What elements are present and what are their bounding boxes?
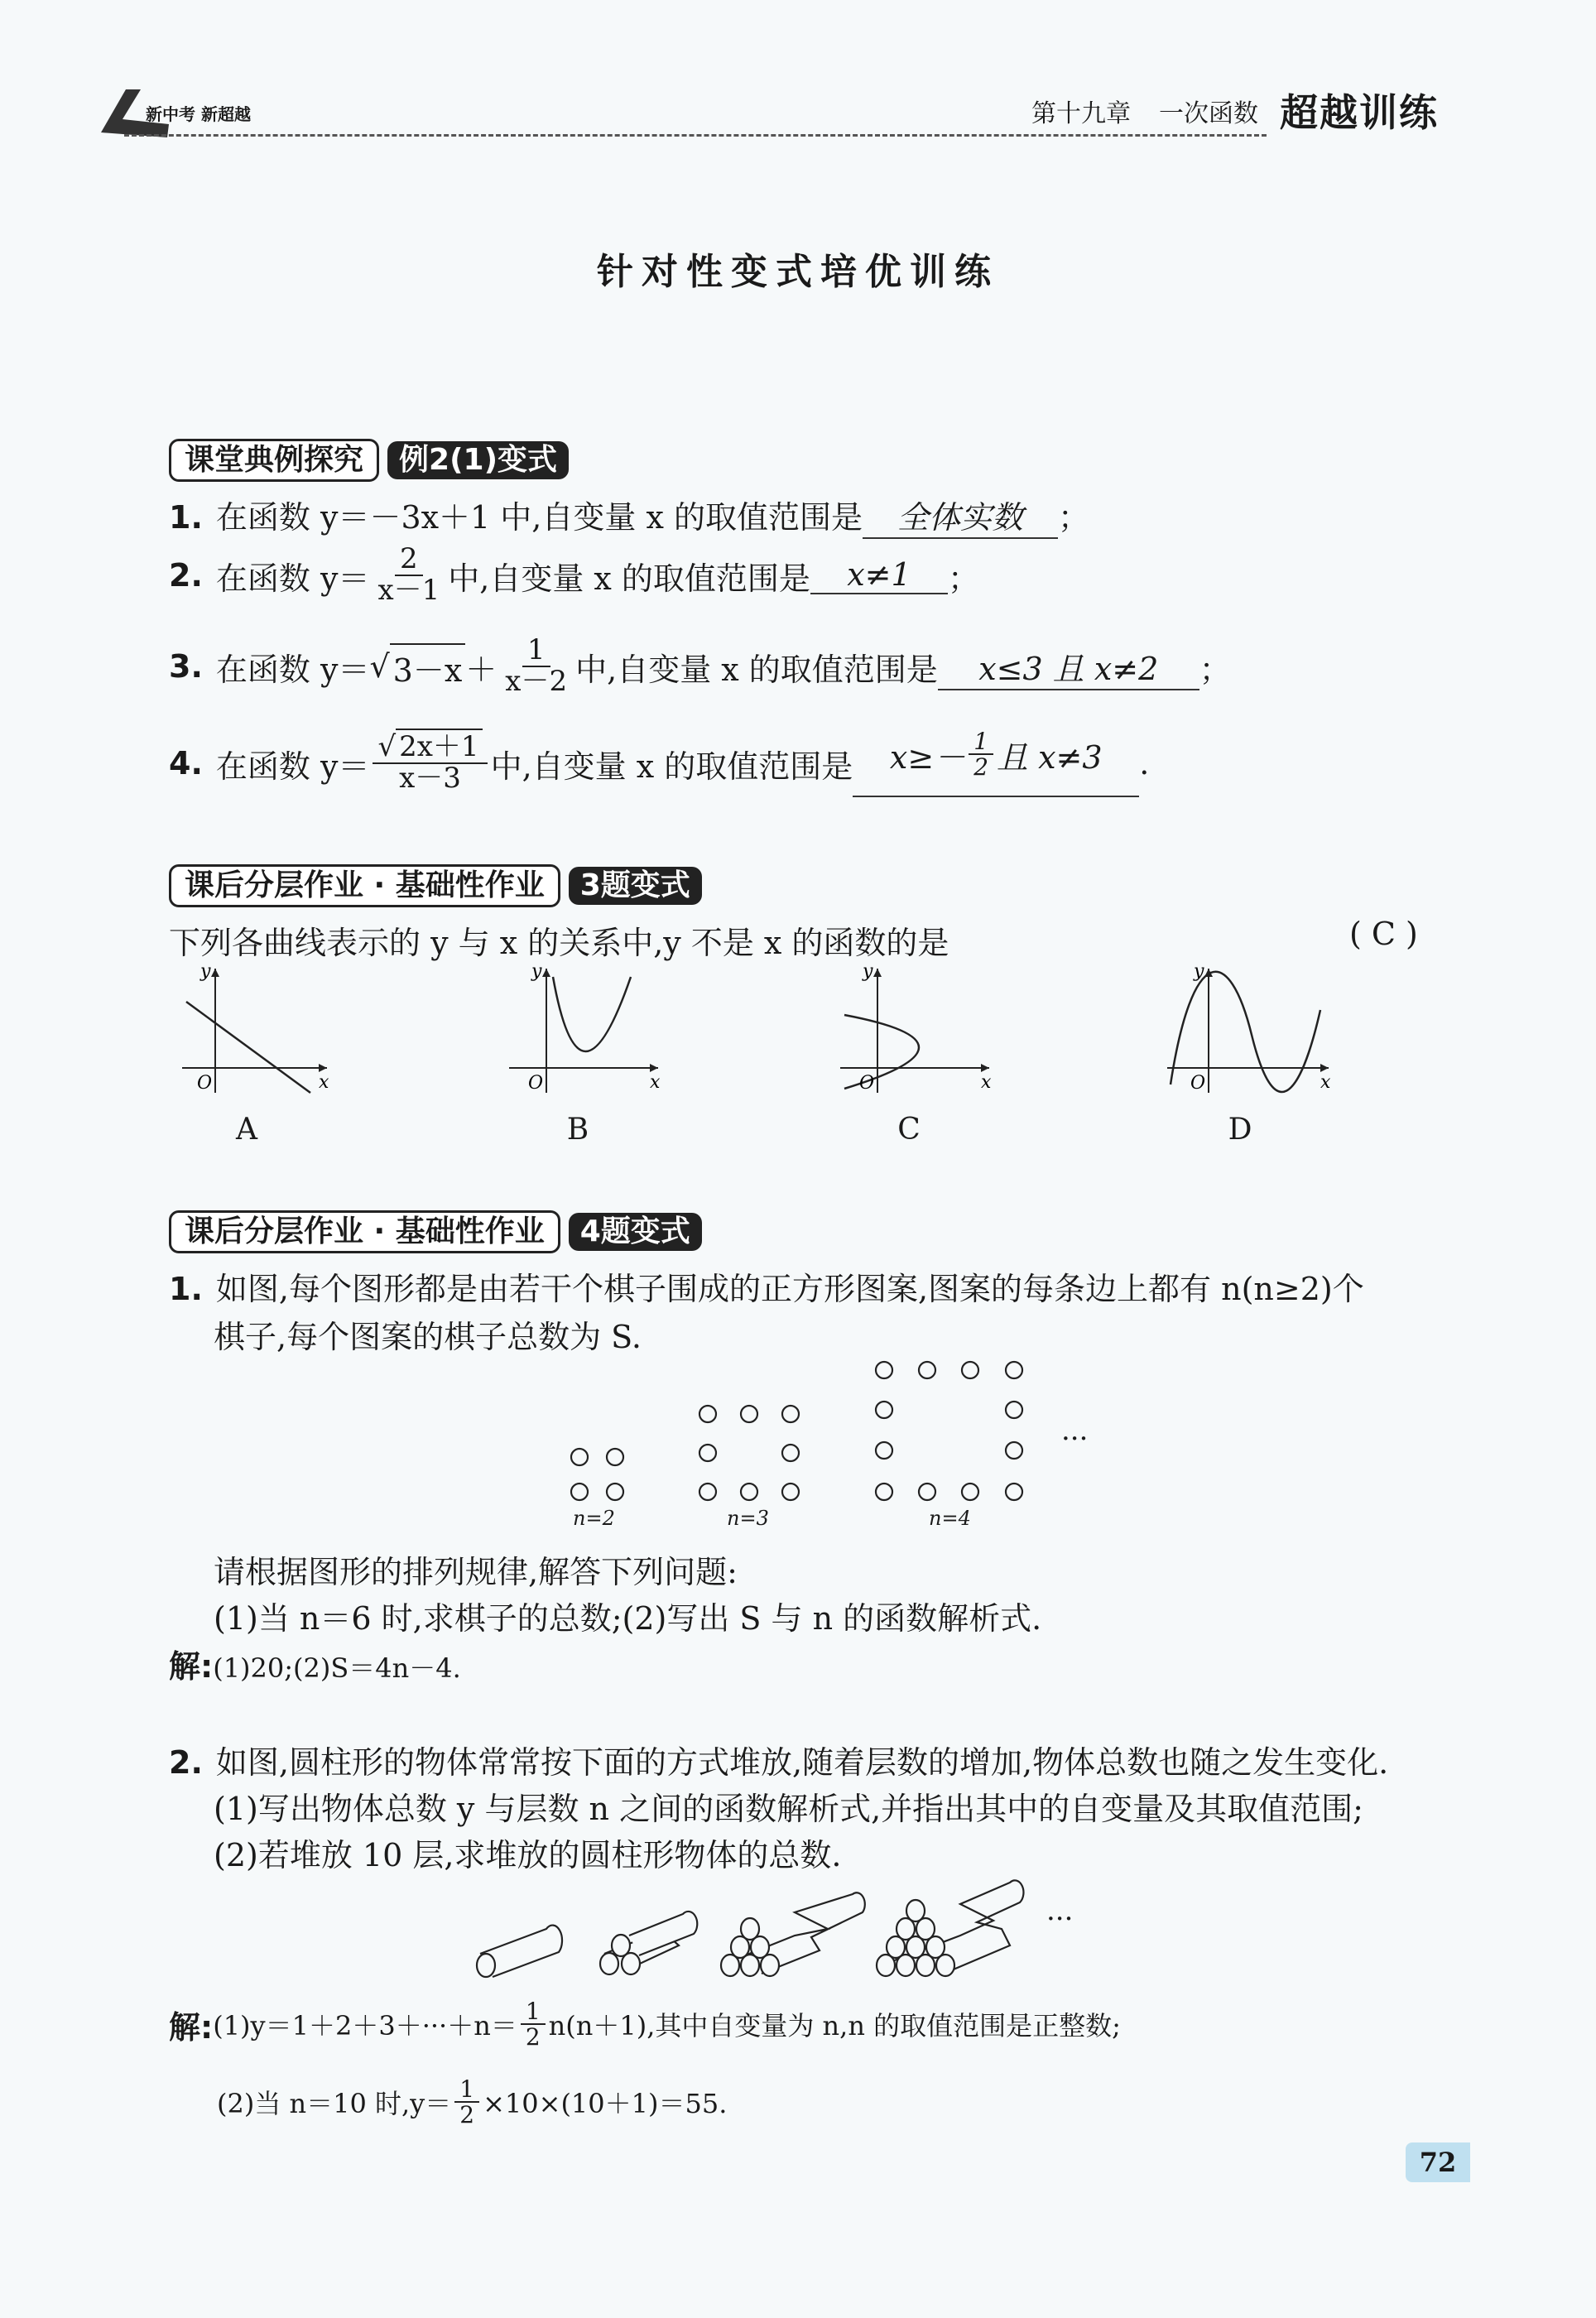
s1-question-4: 4. 在函数 y＝ $\frac{√ 2x+1}{x-3}$ 中,自变量 x 的取值范围是 x≥－ $\frac{1}{2}$ 且 x≠3 . [169,722,1149,805]
graph-a [166,960,339,1101]
answer-blank: x≤3 且 x≠2 [938,643,1199,690]
svg-text:x: x [1320,1072,1331,1093]
s3-q2-line2: (1)写出物体总数 y 与层数 n 之间的函数解析式,并指出其中的自变量及其取值范围; [214,1791,1363,1827]
fraction: $\frac{2}{x-1}$ [377,542,440,607]
fraction: $\frac{√ 2x+1}{x-3}$ [373,733,487,793]
graph-d-label: D [1228,1113,1252,1147]
svg-text:y: y [200,961,211,982]
svg-text:O: O [197,1073,213,1094]
chapter-title: 一次函数 [1159,99,1258,128]
figure-label-n3: n=3 [727,1507,769,1530]
section-2-header [169,864,702,907]
answer-blank: x≠1 [810,556,948,594]
s3-q2-line1: 2. 如图,圆柱形的物体常常按下面的方式堆放,随着层数的增加,物体总数也随之发生变化. [169,1744,1389,1781]
graph-b [497,960,671,1101]
section-3-label: 课后分层作业 · 基础性作业 [169,1210,560,1253]
cylinder-ellipsis: ··· [1046,1902,1074,1936]
s3-q2-solution-2: (2)当 n＝10 时,y＝ $\frac{1}{2}$ ×10×(10＋1)＝55. [217,2075,728,2128]
section-1-tag: 例2(1)变式 [387,441,569,479]
section-3-tag: 4题变式 [569,1213,702,1251]
section-2-tag: 3题变式 [569,867,702,905]
fraction: $\frac{1}{x-2}$ [505,633,568,698]
s2-question: 下列各曲线表示的 y 与 x 的关系中,y 不是 x 的函数的是 [169,925,949,961]
s1-question-2: 2. 在函数 y＝ $\frac{2}{x-1}$ 中,自变量 x 的取值范围是 x≠1 ； [169,542,979,607]
section-1-label: 课堂典例探究 [169,439,379,482]
figure-label-n4: n=4 [929,1507,971,1530]
graph-d [1159,960,1341,1101]
s3-q1-line3: 请根据图形的排列规律,解答下列问题: [214,1554,738,1590]
header-divider [124,134,1267,137]
page-number: 72 [1406,2142,1470,2182]
graph-c [828,960,1002,1101]
graph-a-label: A [236,1113,257,1147]
s3-q2-solution-1: 解: (1)y＝1＋2＋3＋···＋n＝ $\frac{1}{2}$ n(n＋1),其中自变量为 n,n 的取值范围是正整数; [169,1997,1121,2051]
svg-text:O: O [859,1073,875,1094]
figure-label-n2: n=2 [573,1507,615,1530]
svg-text:y: y [1194,961,1204,982]
s3-q2-line3: (2)若堆放 10 层,求堆放的圆柱形物体的总数. [214,1837,842,1873]
chapter-number: 第十九章 [1031,99,1131,128]
svg-text:x: x [319,1072,329,1093]
page-title: 针对性变式培优训练 [597,251,999,293]
logo-text: 新中考 新超越 [146,104,251,124]
sqrt-sign: √ [369,648,390,685]
section-2-label: 课后分层作业 · 基础性作业 [169,864,560,907]
svg-text:x: x [981,1072,992,1093]
svg-text:O: O [1190,1073,1206,1094]
graph-b-label: B [566,1113,589,1147]
graph-c-label: C [897,1113,921,1147]
svg-text:O: O [528,1073,544,1094]
figure-ellipsis: ··· [1061,1422,1089,1455]
chess-pieces-figure [563,1349,1109,1515]
s1-question-3: 3. 在函数 y＝ √ 3－x ＋ $\frac{1}{x-2}$ 中,自变量 x 的取值范围是 x≤3 且 x≠2 ； [169,633,1231,698]
svg-text:y: y [863,961,873,982]
answer-blank: 全体实数 [863,492,1058,539]
svg-text:x: x [650,1072,661,1093]
answer-blank: x≥－ $\frac{1}{2}$ 且 x≠3 [853,729,1139,798]
section-3-header [169,1210,702,1253]
s1-question-1: 1. 在函数 y＝－3x＋1 中,自变量 x 的取值范围是 全体实数 ； [169,492,1089,539]
svg-text:y: y [531,961,542,982]
s2-answer: ( C ) [1349,916,1418,952]
brand-title: 超越训练 [1280,90,1439,135]
section-1-header [169,439,569,482]
s3-q1-line2: 棋子,每个图案的棋子总数为 S. [214,1319,642,1355]
s3-q1-line1: 1. 如图,每个图形都是由若干个棋子围成的正方形图案,图案的每条边上都有 n(n≥2)个 [169,1271,1364,1307]
s3-q1-solution: 解:(1)20;(2)S＝4n－4. [169,1648,461,1685]
cylinder-stacks-figure [464,1871,1060,1979]
s3-q1-line4: (1)当 n＝6 时,求棋子的总数;(2)写出 S 与 n 的函数解析式. [214,1600,1042,1637]
